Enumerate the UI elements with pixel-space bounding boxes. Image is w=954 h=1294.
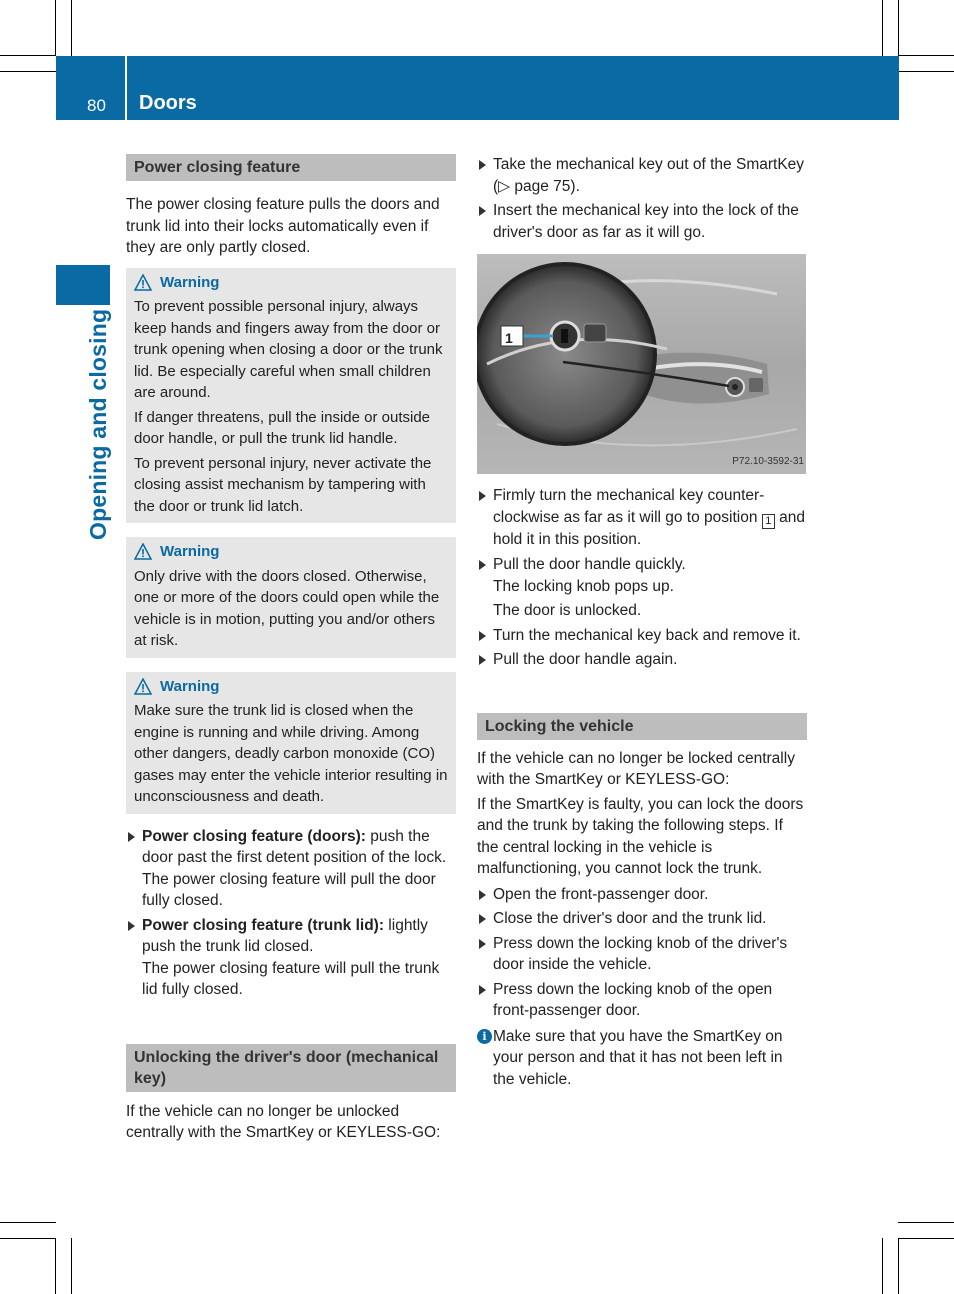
step-text: Open the front-passenger door. (493, 885, 709, 903)
step-arrow-icon (479, 914, 486, 924)
crop-mark (0, 71, 56, 72)
crop-mark (0, 55, 56, 56)
crop-mark (898, 0, 899, 56)
crop-mark (0, 1222, 56, 1223)
crop-mark (898, 55, 954, 56)
step-text: Turn the mechanical key back and remove it. (493, 626, 801, 644)
warning-header (134, 541, 448, 563)
crop-mark (898, 1222, 954, 1223)
step-text: Insert the mechanical key into the lock of the driver's door as far as it will go. (493, 202, 799, 241)
warning-text: To prevent personal injury, never activate the closing assist mechanism by tampering with the door or trunk lid latch. (134, 454, 432, 515)
crop-mark (882, 0, 883, 56)
step-text: Press down the locking knob of the open front-passenger door. (493, 980, 773, 1019)
page-number: 80 (87, 96, 106, 115)
step-text: Pull the door handle quickly. (493, 556, 686, 573)
instruction-step (477, 154, 807, 197)
step-arrow-icon (479, 631, 486, 641)
warning-text: If danger threatens, pull the inside or outside door handle, or pull the trunk lid handle. (134, 408, 431, 447)
power-closing-intro: The power closing feature pulls the doors and trunk lid into their locks automatically even if they are only partly closed. (126, 196, 440, 256)
locking-intro: If the vehicle can no longer be locked centrally with the SmartKey or KEYLESS-GO: (477, 749, 795, 788)
locking-text: If the SmartKey is faulty, you can lock the doors and the trunk by taking the following steps. If the central locking in the vehicle is malfunctioning, you cannot lock the trunk. (477, 795, 804, 877)
warning-text: To prevent possible personal injury, always keep hands and fingers away from the door or trunk opening when closing a door or the trunk lid. Be especially careful when small children are around. (134, 298, 443, 401)
door-handle-illustration (477, 254, 806, 474)
right-column (477, 154, 807, 1090)
figure-code: P72.10-3592-31 (732, 455, 804, 467)
step-arrow-icon (479, 206, 486, 216)
step-arrow-icon (128, 832, 135, 842)
info-note (477, 1026, 807, 1091)
warning-box (126, 672, 456, 814)
chapter-title: Opening and closing (85, 308, 111, 540)
warning-box (126, 537, 456, 658)
warning-text: Only drive with the doors closed. Otherwise, one or more of the doors could open while the vehicle is in motion, putting you and/or others at risk. (134, 567, 440, 649)
crop-mark (882, 1238, 883, 1294)
info-icon: i (477, 1029, 492, 1044)
step-text: Take the mechanical key out of the SmartKey (▷ page 75). (493, 156, 805, 195)
step-text: Press down the locking knob of the driver's door inside the vehicle. (493, 934, 788, 973)
instruction-step (126, 915, 456, 1001)
step-arrow-icon (479, 160, 486, 170)
step-result: The power closing feature will pull the door fully closed. (142, 870, 436, 909)
step-label: Power closing feature (trunk lid): (142, 916, 384, 934)
heading-locking: Locking the vehicle (477, 713, 807, 740)
door-lock-photo (477, 254, 806, 474)
crop-mark (71, 1238, 72, 1294)
step-text: Firmly turn the mechanical key counter-clockwise as far as it will go to position (493, 487, 765, 526)
warning-label: Warning (160, 677, 220, 695)
warning-box (126, 268, 456, 524)
section-title: Doors (139, 92, 197, 114)
instruction-step (126, 826, 456, 912)
instruction-step (477, 649, 807, 671)
step-arrow-icon (479, 985, 486, 995)
instruction-step (477, 933, 807, 976)
crop-mark (71, 0, 72, 56)
crop-mark (0, 1238, 56, 1239)
crop-mark (55, 1238, 56, 1294)
warning-triangle-icon (134, 274, 152, 291)
warning-text: Make sure the trunk lid is closed when the engine is running and while driving. Among other dangers, deadly carbon monoxide (CO) gases may enter the vehicle interior resulting in unconsciousness and death. (134, 702, 448, 805)
step-result: The locking knob pops up. (493, 577, 674, 595)
instruction-step (477, 908, 807, 930)
step-label: Power closing feature (doors): (142, 827, 366, 845)
warning-label: Warning (160, 273, 220, 291)
step-arrow-icon (128, 921, 135, 931)
step-arrow-icon (479, 890, 486, 900)
step-arrow-icon (479, 491, 486, 501)
chapter-tab (56, 265, 110, 305)
header-divider (125, 56, 127, 120)
step-arrow-icon (479, 560, 486, 570)
crop-mark (898, 1238, 954, 1239)
info-text: Make sure that you have the SmartKey on your person and that it has not been left in the vehicle. (493, 1027, 783, 1088)
step-arrow-icon (479, 939, 486, 949)
warning-header (134, 676, 448, 698)
instruction-step (477, 625, 807, 647)
warning-header (134, 272, 448, 294)
instruction-step (477, 200, 807, 243)
crop-mark (55, 0, 56, 56)
step-text: and hold it in this position. (493, 508, 805, 548)
step-text: Close the driver's door and the trunk lid. (493, 910, 767, 927)
instruction-step (477, 554, 807, 622)
page-header (56, 56, 899, 120)
step-text: push the door past the first detent position of the lock. (142, 827, 447, 866)
instruction-step (477, 884, 807, 906)
warning-triangle-icon (134, 543, 152, 560)
position-number: 1 (762, 514, 775, 529)
heading-power-closing: Power closing feature (126, 154, 456, 181)
crop-mark (898, 1238, 899, 1294)
step-arrow-icon (479, 655, 486, 665)
left-column (126, 154, 456, 1144)
unlocking-intro: If the vehicle can no longer be unlocked centrally with the SmartKey or KEYLESS-GO: (126, 1102, 441, 1141)
crop-mark (898, 71, 954, 72)
step-text: lightly push the trunk lid closed. (142, 916, 428, 955)
step-result: The power closing feature will pull the trunk lid fully closed. (142, 959, 440, 998)
warning-label: Warning (160, 543, 220, 560)
instruction-step (477, 485, 807, 550)
figure-callout: 1 (505, 330, 513, 346)
heading-unlocking: Unlocking the driver's door (mechanical key) (126, 1044, 456, 1092)
step-text: Pull the door handle again. (493, 651, 678, 668)
warning-triangle-icon (134, 678, 152, 695)
step-result: The door is unlocked. (493, 602, 642, 619)
instruction-step (477, 979, 807, 1022)
